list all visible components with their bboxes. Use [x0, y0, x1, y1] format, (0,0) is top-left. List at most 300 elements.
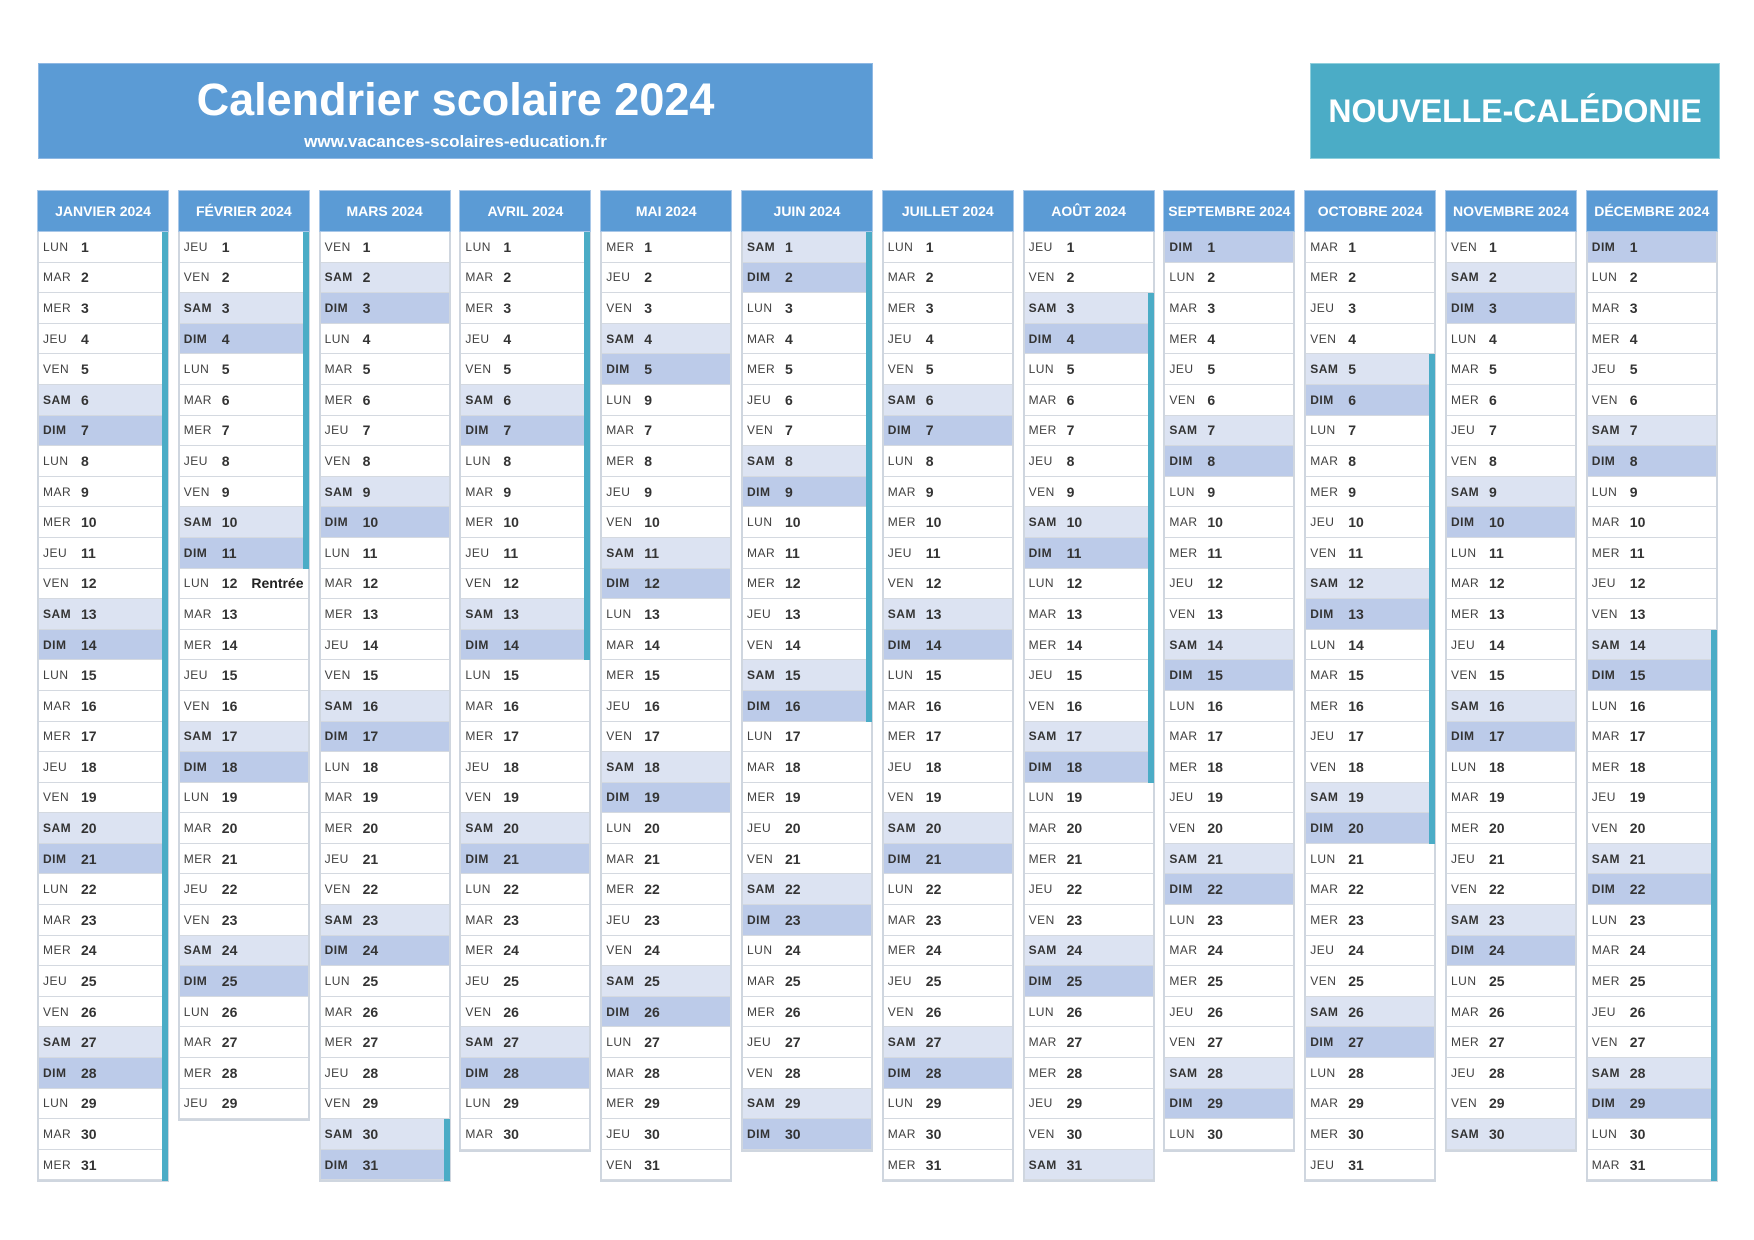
day-number: 5 — [221, 361, 230, 378]
day-number: 25 — [1489, 973, 1505, 990]
day-number: 21 — [785, 850, 801, 867]
day-row — [1025, 263, 1153, 294]
weekday-label: MAR — [43, 698, 72, 713]
day-number: 22 — [644, 881, 660, 898]
weekday-label: MER — [887, 729, 916, 744]
weekday-label: MER — [324, 1035, 353, 1050]
day-row — [1165, 538, 1293, 569]
weekday-label: MAR — [1310, 668, 1339, 683]
weekday-label: LUN — [324, 545, 351, 560]
weekday-label: DIM — [43, 637, 67, 652]
day-row — [602, 385, 730, 416]
day-row — [602, 997, 730, 1028]
day-number: 3 — [1207, 299, 1216, 316]
weekday-label: DIM — [324, 515, 349, 530]
day-number: 5 — [1207, 361, 1216, 378]
weekday-label: SAM — [1451, 698, 1480, 713]
day-row — [180, 874, 308, 905]
weekday-label: SAM — [747, 239, 776, 254]
day-number: 28 — [1629, 1064, 1646, 1081]
day-row — [39, 691, 167, 722]
day-row — [1306, 691, 1434, 722]
weekday-label: VEN — [1169, 1035, 1196, 1050]
day-number: 24 — [221, 942, 238, 959]
weekday-label: MAR — [183, 1035, 212, 1050]
day-number: 4 — [81, 330, 89, 347]
day-number: 10 — [1489, 514, 1505, 531]
day-row — [1165, 1058, 1293, 1089]
day-row — [1588, 1150, 1716, 1181]
day-number: 16 — [1348, 697, 1364, 714]
day-number: 26 — [1066, 1003, 1083, 1020]
weekday-label: LUN — [1310, 423, 1336, 438]
day-row — [1588, 936, 1716, 967]
weekday-label: MAR — [324, 362, 353, 377]
day-number: 22 — [81, 881, 97, 898]
weekday-label: MER — [747, 362, 776, 377]
day-number: 16 — [1066, 697, 1083, 714]
weekday-label: SAM — [1591, 1065, 1620, 1080]
month-column — [1163, 190, 1295, 1152]
day-number: 18 — [1066, 758, 1083, 775]
day-row — [1306, 1089, 1434, 1120]
day-row — [1306, 324, 1434, 355]
day-row — [1588, 538, 1716, 569]
day-number: 18 — [785, 758, 801, 775]
day-number: 13 — [785, 605, 801, 622]
day-number: 2 — [644, 269, 652, 286]
day-number: 30 — [785, 1126, 801, 1143]
day-number: 7 — [1207, 422, 1216, 439]
weekday-label: MAR — [183, 392, 212, 407]
weekday-label: VEN — [1310, 545, 1337, 560]
day-row — [602, 722, 730, 753]
weekday-label: DIM — [747, 912, 771, 927]
day-number: 16 — [1629, 697, 1646, 714]
day-number: 23 — [221, 911, 238, 928]
day-number: 13 — [81, 605, 97, 622]
weekday-label: SAM — [606, 331, 635, 346]
day-row — [461, 263, 589, 294]
day-row — [1588, 477, 1716, 508]
day-row — [743, 293, 871, 324]
weekday-label: SAM — [887, 1035, 916, 1050]
day-row — [461, 630, 589, 661]
weekday-label: SAM — [324, 484, 353, 499]
weekday-label: SAM — [324, 270, 353, 285]
day-row — [461, 1027, 589, 1058]
weekday-label: VEN — [887, 790, 914, 805]
weekday-label: VEN — [1451, 1096, 1478, 1111]
day-row — [1165, 905, 1293, 936]
day-row — [180, 232, 308, 263]
day-row — [743, 844, 871, 875]
day-row — [602, 752, 730, 783]
weekday-label: JEU — [747, 1035, 772, 1050]
day-number: 14 — [1489, 636, 1505, 653]
weekday-label: MAR — [887, 270, 916, 285]
weekday-label: JEU — [183, 1096, 208, 1111]
weekday-label: MER — [1591, 331, 1620, 346]
day-row — [884, 936, 1012, 967]
weekday-label: VEN — [1591, 1035, 1618, 1050]
day-number: 14 — [925, 636, 942, 653]
weekday-label: DIM — [465, 637, 489, 652]
weekday-label: SAM — [43, 606, 72, 621]
day-row — [1306, 874, 1434, 905]
day-row — [884, 263, 1012, 294]
day-number: 20 — [1489, 820, 1505, 837]
day-row — [461, 507, 589, 538]
day-row — [1588, 1027, 1716, 1058]
weekday-label: LUN — [465, 239, 491, 254]
weekday-label: VEN — [1310, 331, 1337, 346]
day-number: 27 — [1629, 1034, 1646, 1051]
month-column — [459, 190, 591, 1152]
day-row — [321, 936, 449, 967]
day-number: 7 — [1348, 422, 1356, 439]
day-row — [1588, 966, 1716, 997]
day-row — [1306, 905, 1434, 936]
day-row — [884, 722, 1012, 753]
day-number: 31 — [362, 1156, 379, 1173]
day-row — [1588, 630, 1716, 661]
weekday-label: VEN — [887, 362, 914, 377]
day-row — [602, 630, 730, 661]
day-number: 12 — [221, 575, 238, 592]
weekday-label: JEU — [465, 331, 490, 346]
weekday-label: JEU — [1310, 300, 1335, 315]
day-row — [602, 783, 730, 814]
day-number: 19 — [1207, 789, 1223, 806]
weekday-label: MAR — [1028, 392, 1057, 407]
weekday-label: VEN — [1169, 606, 1196, 621]
day-number: 8 — [362, 452, 371, 469]
weekday-label: MAR — [324, 1004, 353, 1019]
day-row — [602, 1089, 730, 1120]
weekday-label: SAM — [465, 392, 494, 407]
weekday-label: SAM — [887, 821, 916, 836]
day-row — [884, 599, 1012, 630]
weekday-label: LUN — [1591, 1127, 1618, 1142]
day-row — [884, 966, 1012, 997]
weekday-label: VEN — [747, 423, 774, 438]
day-number: 6 — [785, 391, 793, 408]
day-row — [1165, 874, 1293, 905]
weekday-label: VEN — [747, 637, 774, 652]
day-number: 16 — [81, 697, 97, 714]
day-row — [321, 293, 449, 324]
weekday-label: MER — [183, 637, 212, 652]
weekday-label: JEU — [606, 484, 631, 499]
weekday-label: LUN — [1591, 270, 1618, 285]
day-row — [1025, 783, 1153, 814]
day-row — [1447, 416, 1575, 447]
month-header: OCTOBRE 2024 — [1304, 190, 1436, 232]
day-row — [1025, 905, 1153, 936]
day-row — [1588, 416, 1716, 447]
day-number: 23 — [362, 911, 379, 928]
day-list — [37, 232, 169, 1182]
day-number: 20 — [221, 820, 238, 837]
day-row — [743, 232, 871, 263]
weekday-label: VEN — [324, 668, 351, 683]
weekday-label: JEU — [324, 423, 349, 438]
day-number: 3 — [362, 299, 371, 316]
day-number: 6 — [221, 391, 230, 408]
weekday-label: MER — [1310, 484, 1339, 499]
weekday-label: VEN — [465, 1004, 492, 1019]
day-row — [884, 1089, 1012, 1120]
day-row — [180, 416, 308, 447]
day-row — [1588, 293, 1716, 324]
day-number: 30 — [1489, 1126, 1505, 1143]
weekday-label: SAM — [43, 821, 72, 836]
day-number: 13 — [925, 605, 942, 622]
weekday-label: LUN — [1451, 331, 1477, 346]
weekday-label: LUN — [1169, 484, 1195, 499]
day-row — [1025, 354, 1153, 385]
day-number: 23 — [503, 911, 519, 928]
day-number: 10 — [644, 514, 660, 531]
weekday-label: MER — [1169, 974, 1198, 989]
day-number: 15 — [1629, 667, 1646, 684]
weekday-label: MAR — [606, 1065, 635, 1080]
day-row — [884, 874, 1012, 905]
weekday-label: LUN — [1169, 1127, 1195, 1142]
day-number: 8 — [644, 452, 652, 469]
weekday-label: DIM — [747, 484, 771, 499]
day-row — [1306, 844, 1434, 875]
day-row — [743, 507, 871, 538]
weekday-label: LUN — [1451, 974, 1477, 989]
day-row — [1447, 1058, 1575, 1089]
day-number: 9 — [362, 483, 371, 500]
weekday-label: MER — [183, 1065, 212, 1080]
day-row — [884, 1119, 1012, 1150]
vacation-bar — [866, 232, 872, 722]
day-number: 11 — [81, 544, 96, 561]
day-number: 16 — [925, 697, 942, 714]
day-number: 12 — [362, 575, 379, 592]
day-row — [602, 1150, 730, 1181]
weekday-label: JEU — [1028, 668, 1053, 683]
day-number: 18 — [925, 758, 942, 775]
day-row — [602, 599, 730, 630]
day-number: 24 — [644, 942, 660, 959]
weekday-label: DIM — [606, 1004, 630, 1019]
day-row — [602, 354, 730, 385]
day-number: 21 — [1207, 850, 1223, 867]
day-number: 23 — [644, 911, 660, 928]
day-number: 7 — [644, 422, 652, 439]
weekday-label: SAM — [1310, 576, 1339, 591]
weekday-label: JEU — [1310, 729, 1335, 744]
day-number: 5 — [1629, 361, 1638, 378]
weekday-label: MAR — [324, 576, 353, 591]
day-row — [39, 966, 167, 997]
day-row — [180, 538, 308, 569]
day-number: 27 — [1348, 1034, 1364, 1051]
day-number: 1 — [785, 238, 793, 255]
day-number: 26 — [644, 1003, 660, 1020]
day-row — [884, 446, 1012, 477]
weekday-label: LUN — [747, 729, 773, 744]
day-number: 2 — [1066, 269, 1075, 286]
day-number: 31 — [1629, 1156, 1646, 1173]
day-number: 16 — [221, 697, 238, 714]
day-number: 4 — [925, 330, 934, 347]
day-row — [39, 997, 167, 1028]
day-row — [39, 538, 167, 569]
weekday-label: JEU — [747, 606, 772, 621]
day-number: 17 — [925, 728, 942, 745]
day-number: 12 — [1629, 575, 1646, 592]
day-number: 23 — [925, 911, 942, 928]
weekday-label: DIM — [887, 851, 912, 866]
day-row — [743, 599, 871, 630]
day-row — [602, 263, 730, 294]
weekday-label: MER — [1169, 331, 1198, 346]
day-number: 30 — [644, 1126, 660, 1143]
day-number: 6 — [1207, 391, 1216, 408]
day-number: 18 — [1348, 758, 1364, 775]
day-number: 18 — [644, 758, 660, 775]
month-header: SEPTEMBRE 2024 — [1163, 190, 1295, 232]
weekday-label: LUN — [1028, 1004, 1055, 1019]
day-number: 5 — [1066, 361, 1075, 378]
day-number: 18 — [221, 758, 238, 775]
weekday-label: LUN — [606, 821, 632, 836]
day-row — [1165, 722, 1293, 753]
day-row — [743, 813, 871, 844]
weekday-label: JEU — [43, 759, 68, 774]
day-row — [461, 783, 589, 814]
day-number: 18 — [1207, 758, 1223, 775]
weekday-label: MER — [183, 851, 212, 866]
day-number: 13 — [503, 605, 519, 622]
day-number: 2 — [81, 269, 89, 286]
day-number: 22 — [785, 881, 801, 898]
day-row — [1025, 813, 1153, 844]
day-number: 3 — [644, 299, 652, 316]
weekday-label: SAM — [1451, 270, 1480, 285]
day-row — [1447, 813, 1575, 844]
weekday-label: MAR — [1591, 300, 1620, 315]
day-number: 10 — [503, 514, 519, 531]
day-row — [1025, 691, 1153, 722]
weekday-label: JEU — [1310, 943, 1335, 958]
weekday-label: SAM — [183, 515, 212, 530]
day-number: 22 — [221, 881, 238, 898]
weekday-label: LUN — [43, 239, 69, 254]
day-number: 19 — [362, 789, 379, 806]
day-number: 21 — [644, 850, 660, 867]
month-header: MAI 2024 — [600, 190, 732, 232]
weekday-label: MAR — [747, 331, 776, 346]
day-number: 3 — [503, 299, 512, 316]
day-row — [1588, 507, 1716, 538]
day-note: Rentrée — [251, 575, 304, 592]
day-number: 29 — [644, 1095, 660, 1112]
day-number: 12 — [644, 575, 660, 592]
weekday-label: MER — [1451, 821, 1480, 836]
day-row — [321, 446, 449, 477]
day-list — [319, 232, 451, 1182]
vacation-bar — [444, 1119, 450, 1180]
day-row — [602, 416, 730, 447]
day-row — [743, 263, 871, 294]
day-row — [39, 569, 167, 600]
day-row — [884, 691, 1012, 722]
day-row — [321, 232, 449, 263]
weekday-label: JEU — [1028, 882, 1053, 897]
day-row — [321, 813, 449, 844]
day-number: 6 — [362, 391, 371, 408]
website-url: www.vacances-scolaires-education.fr — [304, 132, 607, 151]
weekday-label: DIM — [1310, 392, 1334, 407]
day-row — [743, 966, 871, 997]
weekday-label: MER — [324, 821, 353, 836]
day-row — [461, 599, 589, 630]
day-number: 6 — [1066, 391, 1075, 408]
day-row — [1447, 660, 1575, 691]
day-row — [461, 446, 589, 477]
day-number: 20 — [785, 820, 801, 837]
day-row — [461, 905, 589, 936]
weekday-label: VEN — [1310, 974, 1337, 989]
day-row — [1447, 722, 1575, 753]
weekday-label: DIM — [1028, 759, 1053, 774]
day-number: 24 — [1066, 942, 1083, 959]
day-row — [180, 722, 308, 753]
day-row — [321, 997, 449, 1028]
day-number: 6 — [1629, 391, 1638, 408]
weekday-label: LUN — [183, 576, 210, 591]
day-row — [1165, 1119, 1293, 1150]
day-row — [743, 997, 871, 1028]
day-number: 12 — [503, 575, 519, 592]
day-number: 29 — [785, 1095, 801, 1112]
month-header: JUIN 2024 — [741, 190, 873, 232]
day-row — [321, 385, 449, 416]
day-row — [743, 1027, 871, 1058]
weekday-label: JEU — [887, 974, 912, 989]
day-number: 10 — [785, 514, 801, 531]
weekday-label: JEU — [1310, 515, 1335, 530]
weekday-label: VEN — [606, 943, 633, 958]
day-number: 1 — [221, 238, 230, 255]
weekday-label: LUN — [1451, 545, 1477, 560]
weekday-label: MER — [465, 515, 494, 530]
day-row — [321, 507, 449, 538]
day-row — [1447, 1027, 1575, 1058]
weekday-label: DIM — [1169, 1096, 1193, 1111]
day-row — [1025, 844, 1153, 875]
day-row — [743, 569, 871, 600]
day-row — [180, 1089, 308, 1120]
day-list — [1445, 232, 1577, 1152]
weekday-label: MER — [606, 882, 635, 897]
weekday-label: SAM — [606, 545, 635, 560]
day-row — [1447, 783, 1575, 814]
weekday-label: LUN — [606, 606, 632, 621]
day-row — [321, 752, 449, 783]
day-row — [461, 966, 589, 997]
day-row — [602, 446, 730, 477]
weekday-label: JEU — [1451, 423, 1476, 438]
day-number: 29 — [1207, 1095, 1223, 1112]
